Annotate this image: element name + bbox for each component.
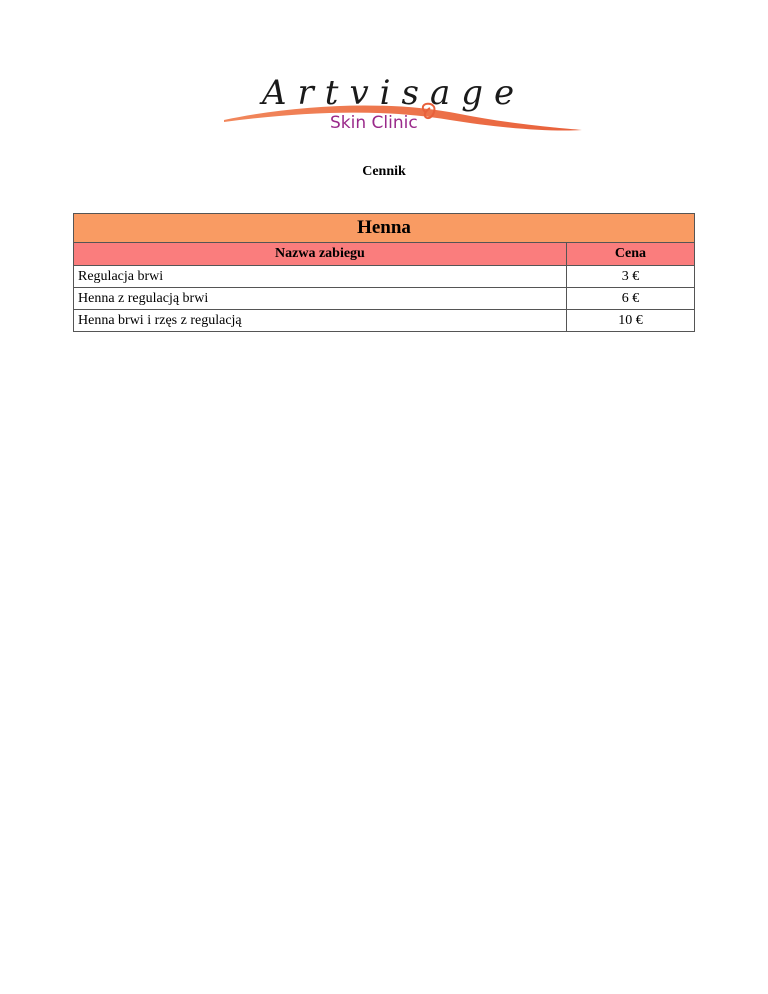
treatment-price: 10 € — [566, 310, 694, 332]
clinic-logo — [220, 70, 590, 145]
treatment-name: Henna z regulacją brwi — [74, 288, 567, 310]
treatment-price: 3 € — [566, 266, 694, 288]
table-row — [74, 288, 695, 310]
treatment-name: Regulacja brwi — [74, 266, 567, 288]
page-title: Cennik — [362, 164, 406, 179]
category-title: Henna — [74, 214, 695, 243]
logo-tagline: Skin Clinic — [330, 113, 418, 133]
column-header-price: Cena — [566, 243, 694, 266]
treatment-name: Henna brwi i rzęs z regulacją — [74, 310, 567, 332]
column-header-name: Nazwa zabiegu — [74, 243, 567, 266]
logo-graphic — [220, 70, 590, 145]
treatment-price: 6 € — [566, 288, 694, 310]
logo-brand: Artvisage — [262, 73, 526, 113]
column-header-row — [74, 243, 695, 266]
table-row — [74, 266, 695, 288]
table-row — [74, 310, 695, 332]
category-header-row — [74, 214, 695, 243]
price-table — [73, 213, 695, 332]
